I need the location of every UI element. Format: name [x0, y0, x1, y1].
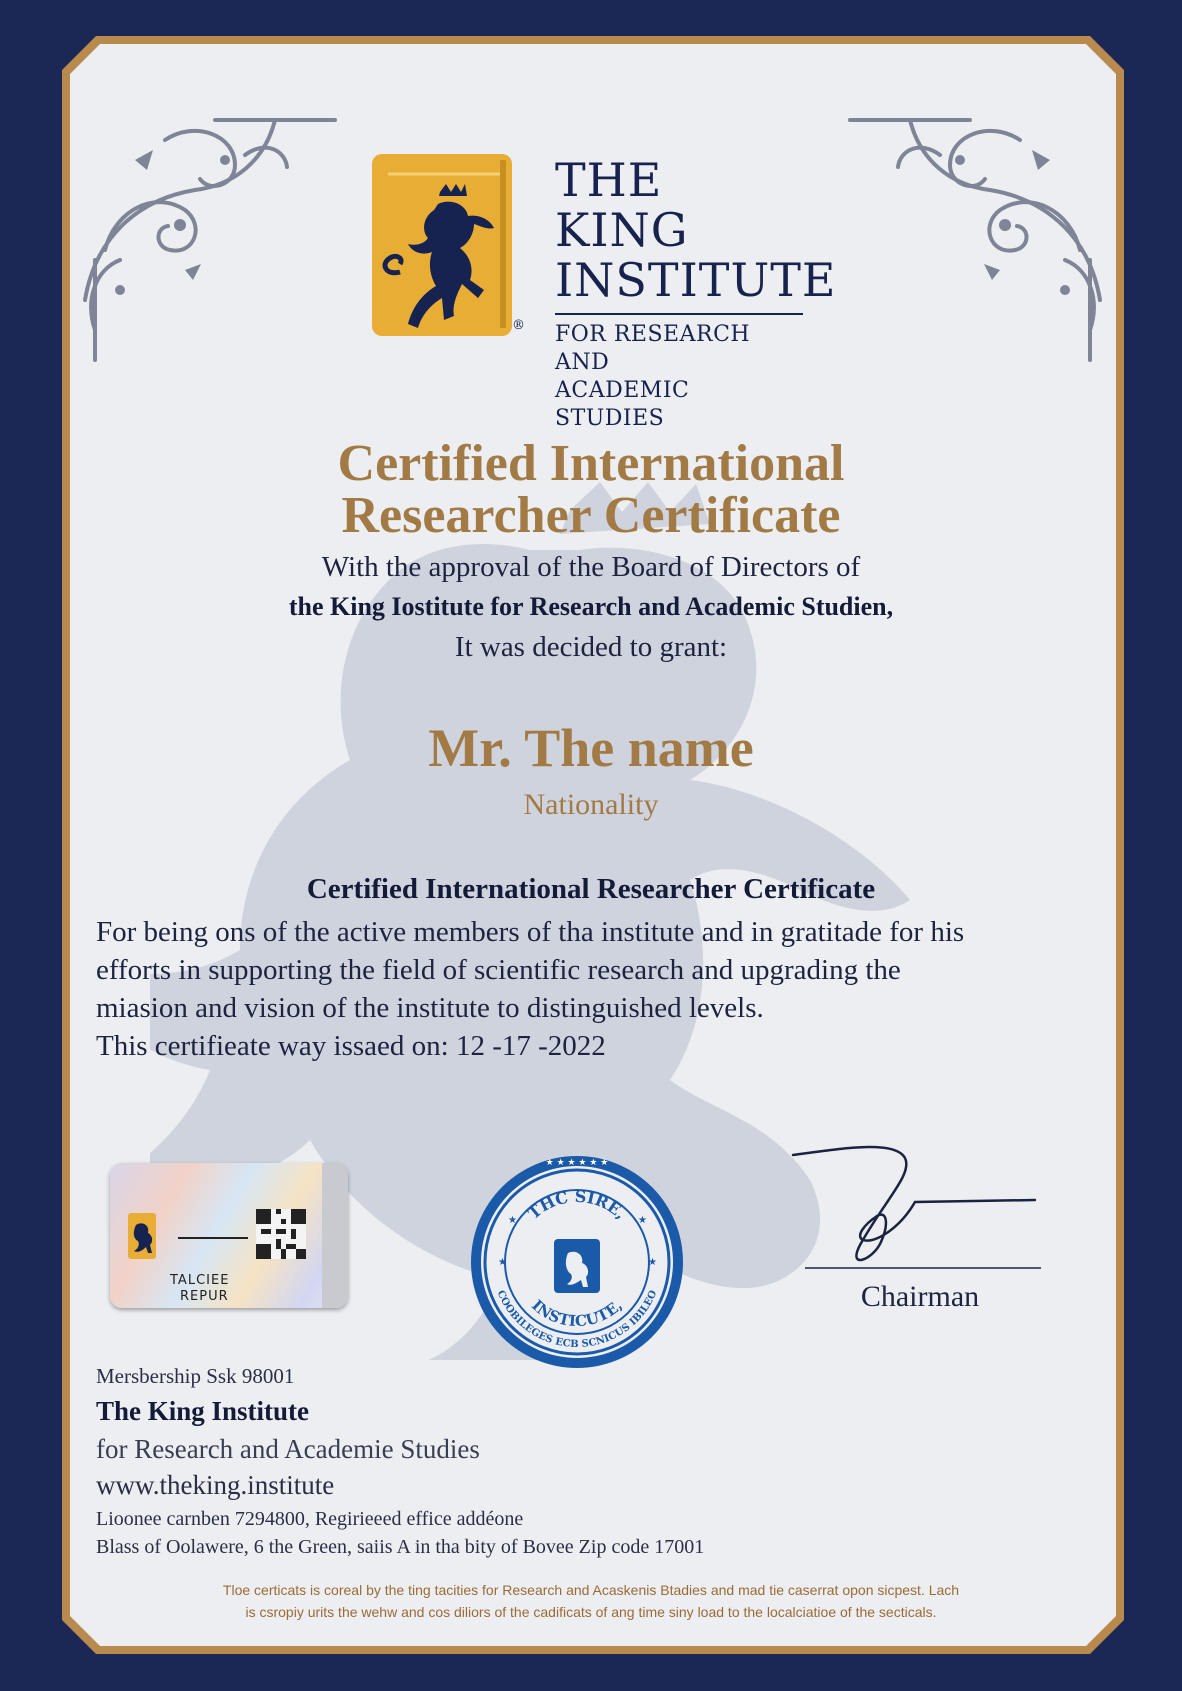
chairman-signature	[785, 1140, 1045, 1280]
logo-line-3: FOR RESEARCH AND	[555, 322, 751, 375]
grant-line: It was decided to grant:	[454, 631, 728, 663]
svg-text:★: ★	[498, 1257, 507, 1268]
recipient-nationality: Nationality	[523, 788, 659, 821]
certificate-subtitle: Certified International Researcher Certificate	[306, 873, 876, 905]
membership-card	[110, 1163, 348, 1308]
svg-text:★: ★	[638, 1215, 647, 1226]
card-logo-icon	[128, 1213, 156, 1259]
body-line-2: efforts in supporting the field of scientific research and upgrading the	[96, 954, 901, 986]
body-line-1: For being ons of the active members of tha institute and in gratitade for his	[96, 916, 965, 948]
recipient-name: Mr. The name	[428, 718, 754, 778]
logo-line-2: INSTITUTE	[555, 253, 837, 307]
seal-ring-text: COOBILEGES ECB SCNICUS IBILEO	[494, 1288, 660, 1351]
body-line-3: miasion and vision of the institute to distinguished levels.	[96, 992, 764, 1024]
chairman-title: Chairman	[860, 1280, 980, 1313]
corner-ornament-left	[75, 100, 355, 380]
footer-address-line: Blass of Oolawere, 6 the Green, saiis A in tha bity of Bovee Zip code 17001	[96, 1536, 705, 1558]
seal-top-text: THC SIRE,	[524, 1186, 631, 1223]
seal-bottom-text: INSTICUTE,	[528, 1296, 626, 1331]
card-text-1: TALCIEE	[170, 1273, 230, 1288]
certificate-body	[96, 913, 1096, 1065]
approval-line: With the approval of the Board of Directors of	[321, 551, 861, 583]
card-line	[178, 1237, 248, 1239]
institute-logo-icon	[370, 152, 530, 342]
svg-text:★ ★ ★ ★ ★ ★: ★ ★ ★ ★ ★ ★	[545, 1158, 609, 1168]
logo-line-1: THE KING	[555, 153, 689, 257]
registered-mark: ®	[512, 318, 525, 333]
svg-text:★: ★	[508, 1215, 517, 1226]
logo-divider	[555, 313, 803, 315]
footer-website-link[interactable]: www.theking.institute	[96, 1470, 335, 1500]
institute-seal	[468, 1153, 686, 1371]
membership-number: Mersbership Ssk 98001	[96, 1364, 295, 1388]
disclaimer-line-2: is csropiy urits the wehw and cos diliors of the cadificats of ang time siny load to the localciatioe of the secticals.	[245, 1604, 937, 1620]
card-side-strip	[322, 1163, 348, 1308]
corner-ornament-right	[830, 100, 1110, 380]
logo-wordmark	[555, 153, 837, 433]
certificate-title-line-2: Researcher Certificate	[341, 487, 841, 544]
qr-code-icon	[256, 1209, 306, 1259]
footer-institute-name: The King Institute	[96, 1396, 310, 1426]
institute-line: the King Iostitute for Research and Academic Studien,	[288, 592, 894, 621]
certificate-title-line-1: Certified International	[337, 435, 845, 492]
issued-date-line: This certifieate way issaed on: 12 -17 -2022	[96, 1030, 606, 1062]
footer-license-line: Lioonee carnben 7294800, Regirieeed effice addéone	[96, 1508, 524, 1530]
disclaimer-line-1: Tloe certicats is coreal by the ting tacities for Research and Acaskenis Btadies and mad tie caserrat opon sicpest. Lach	[222, 1582, 960, 1598]
svg-text:★: ★	[648, 1257, 657, 1268]
footer-institute-subtitle: for Research and Academie Studies	[96, 1434, 480, 1464]
card-text-2: REPUR	[180, 1289, 229, 1304]
logo-line-4: ACADEMIC STUDIES	[555, 378, 690, 431]
